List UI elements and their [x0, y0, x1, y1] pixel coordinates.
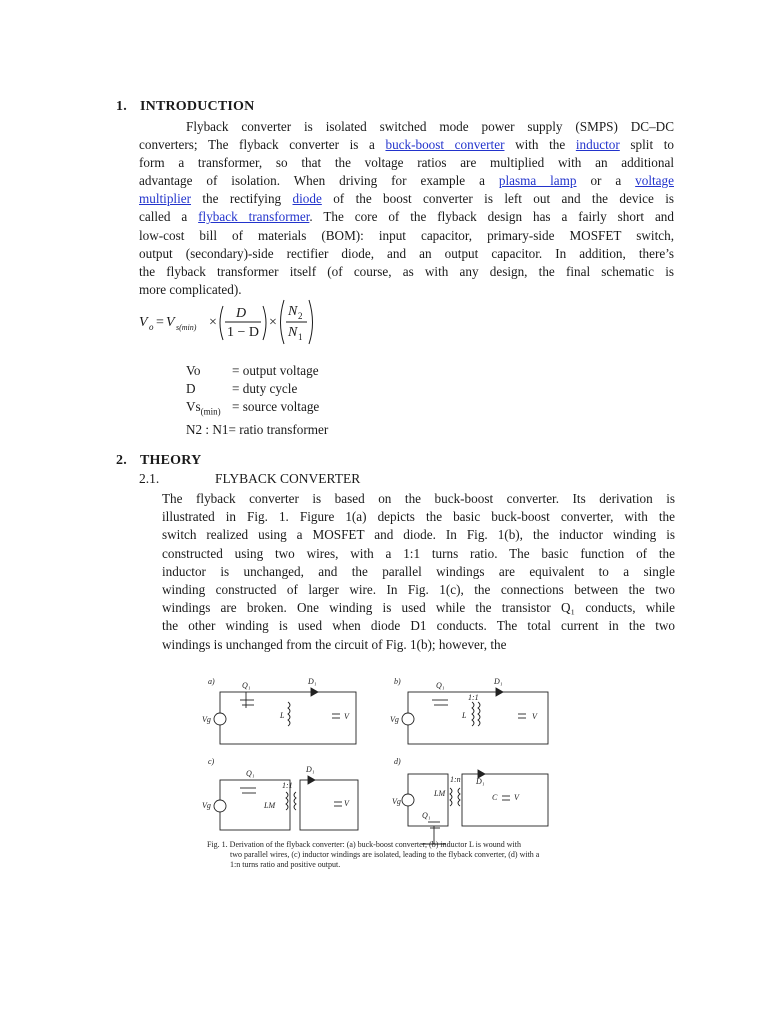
frac2-numerator-sub: 2 — [298, 311, 303, 321]
formula-rhs-sub: s(min) — [176, 323, 197, 332]
text-line: switch realized using a MOSFET and diode. In Fig. 1(b), the inductor winding is — [162, 527, 675, 543]
label-vg-c: Vg — [202, 801, 211, 810]
text-run: converters; The flyback converter is a — [139, 137, 386, 153]
variable-row — [186, 421, 328, 439]
text-run: of the boost converter is left out and the device is — [321, 191, 674, 207]
wiki-link[interactable]: flyback transformer — [198, 209, 310, 225]
variable-row — [186, 380, 328, 398]
subsection-title: FLYBACK CONVERTER — [215, 471, 361, 486]
variable-definitions — [186, 362, 328, 439]
paren-left-2 — [281, 300, 285, 344]
label-v-b: V — [532, 712, 537, 721]
caption-line: Fig. 1. Derivation of the flyback converter: (a) buck-boost converter, (b) inductor L is wound with — [207, 840, 521, 849]
label-v-d: V — [514, 793, 519, 802]
text-run: called a — [139, 209, 199, 225]
text-line: windings is unchanged from the circuit of Fig. 1(b); however, the — [162, 636, 507, 652]
text-line: inductor is unchanged, and the parallel windings are equivalent to a single — [162, 563, 675, 579]
variable-symbol: D — [186, 381, 196, 397]
text-line: constructed using two wires, with a 1:1 turns ratio. The basic function of the — [162, 545, 675, 561]
wiki-link[interactable]: multiplier — [139, 191, 192, 207]
variable-row — [186, 398, 328, 421]
text-line: The flyback converter is based on the buck-boost converter. Its derivation is — [162, 491, 675, 506]
frac2-denominator-sub: 1 — [298, 332, 303, 342]
label-l-a: L — [280, 711, 285, 720]
text-line: winding constructed of larger wire. In Fig. 1(c), the connections between the two — [162, 582, 675, 598]
wiki-link[interactable]: inductor — [575, 137, 620, 153]
label-d-c: D₁ — [306, 765, 315, 774]
label-ratio-d: 1:n — [450, 775, 461, 784]
theory-paragraph — [162, 490, 675, 654]
section-title: THEORY — [140, 453, 202, 468]
frac2-numerator: N — [288, 304, 298, 319]
label-vg-d: Vg — [392, 797, 401, 806]
text-run: the rectifying — [191, 191, 293, 207]
formula-lhs: V — [139, 315, 148, 330]
variable-symbol: Vo — [186, 363, 201, 378]
variable-definition: = duty cycle — [232, 381, 298, 397]
flyback-formula — [139, 296, 329, 346]
text-line — [139, 263, 674, 281]
caption-line: two parallel wires, (c) inductor windings are isolated, leading to the flyback converter, (d) with a — [230, 850, 540, 859]
panel-a-circuit — [214, 688, 356, 744]
text-run: output (secondary)-side rectifier diode, and an output capacitor. In addition, there’s — [139, 245, 674, 261]
wiki-link[interactable]: voltage — [635, 173, 674, 189]
formula-times-1: × — [209, 315, 217, 330]
label-vg-a: Vg — [202, 715, 211, 724]
text-line — [139, 245, 674, 263]
paren-left-1 — [220, 306, 223, 340]
label-d-d: D₁ — [476, 777, 485, 786]
variable-definition: = source voltage — [232, 399, 320, 415]
label-q-d: Q₁ — [422, 811, 431, 820]
text-run: or a — [576, 173, 636, 189]
text-run: form a transformer, so that the voltage ratios are multiplied with an additional — [139, 155, 674, 171]
text-line — [139, 208, 674, 226]
text-run: the flyback transformer itself (of course, as with any design, the final schematic is — [139, 263, 674, 279]
text-run: with the — [504, 137, 576, 153]
label-lm-c: LM — [264, 801, 276, 810]
variable-definition: = ratio transformer — [228, 422, 329, 438]
text-run: Flyback converter is isolated switched mode power supply (SMPS) DC–DC — [186, 119, 674, 134]
paren-right-1 — [263, 306, 266, 340]
label-lm-d: LM — [434, 789, 446, 798]
label-q-c: Q₁ — [246, 769, 255, 778]
text-run: split to — [619, 137, 674, 153]
text-run: advantage of isolation. When driving for example a — [139, 173, 499, 189]
label-v-c: V — [344, 799, 349, 808]
section-title: INTRODUCTION — [140, 99, 255, 114]
panel-label-d: d) — [394, 757, 401, 766]
text-line — [139, 136, 674, 154]
figure-caption — [207, 840, 567, 870]
frac2-denominator: N — [288, 325, 298, 340]
frac1-numerator: D — [236, 306, 247, 321]
section-number: 1. — [116, 99, 127, 114]
text-line — [139, 172, 674, 190]
text-line — [139, 190, 674, 208]
label-ratio-c: 1:1 — [282, 781, 293, 790]
variable-subscript: (min) — [200, 407, 221, 418]
label-d-b: D₁ — [494, 677, 503, 686]
section-heading-theory — [116, 453, 201, 469]
panel-d-circuit — [402, 770, 548, 844]
variable-symbol: Vs — [186, 399, 201, 415]
section-heading-introduction — [116, 99, 254, 115]
variable-definition: = output voltage — [232, 363, 319, 378]
text-line: illustrated in Fig. 1. Figure 1(a) depicts the basic buck-boost converter, with the — [162, 509, 675, 525]
formula-rhs: V — [166, 315, 175, 330]
section-number: 2. — [116, 453, 127, 468]
variable-row — [186, 362, 328, 380]
text-line — [139, 154, 674, 172]
intro-paragraph — [139, 118, 674, 299]
frac1-denominator: 1 − D — [227, 325, 260, 340]
text-line — [139, 118, 674, 136]
text-line — [139, 227, 674, 245]
wiki-link[interactable]: diode — [292, 191, 322, 207]
wiki-link[interactable]: plasma lamp — [498, 173, 577, 189]
panel-label-b: b) — [394, 677, 401, 686]
label-d-a: D₁ — [308, 677, 317, 686]
subsection-number: 2.1. — [139, 471, 160, 486]
wiki-link[interactable]: buck-boost converter — [385, 137, 505, 153]
formula-lhs-sub: o — [149, 322, 154, 332]
text-run: more complicated). — [139, 281, 242, 297]
text-line: windings are broken. One winding is used while the transistor Q₁ conducts, while — [162, 600, 675, 616]
label-c-d: C — [492, 793, 498, 802]
text-run: low-cost bill of materials (BOM): input capacitor, primary-side MOSFET switch, — [139, 227, 674, 243]
label-q-a: Q₁ — [242, 681, 251, 690]
panel-label-a: a) — [208, 677, 215, 686]
text-run: . The core of the flyback design has a fairly short and — [309, 209, 674, 225]
text-line: the other winding is used when diode D1 conducts. The total current in the two — [162, 618, 675, 634]
paren-right-2 — [309, 300, 313, 344]
formula-equals: = — [156, 315, 164, 330]
label-l-b: L — [462, 711, 467, 720]
label-ratio-b: 1:1 — [468, 693, 479, 702]
variable-symbol: N2 : N1 — [186, 422, 229, 438]
label-v-a: V — [344, 712, 349, 721]
formula-times-2: × — [269, 315, 277, 330]
panel-label-c: c) — [208, 757, 215, 766]
subsection-heading-flyback — [139, 471, 360, 487]
label-vg-b: Vg — [390, 715, 399, 724]
label-q-b: Q₁ — [436, 681, 445, 690]
caption-line: 1:n turns ratio and positive output. — [230, 860, 341, 869]
